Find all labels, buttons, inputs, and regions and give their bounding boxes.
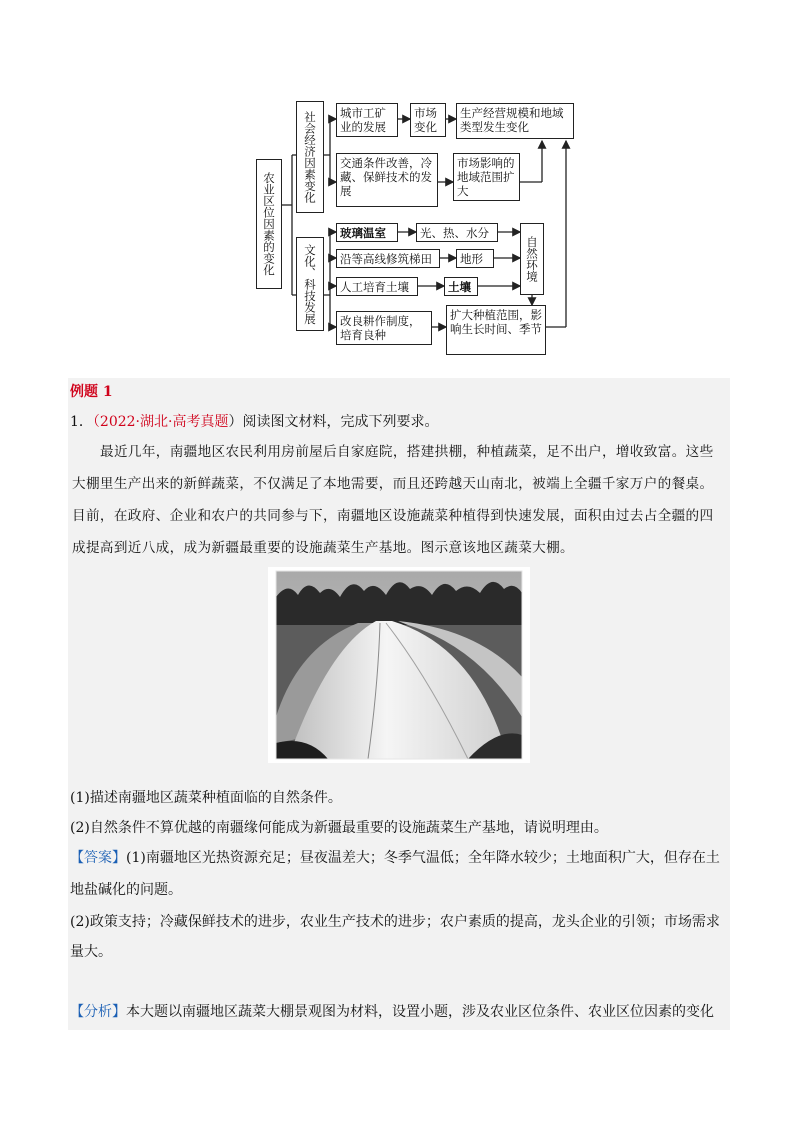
analysis-line bbox=[70, 1002, 714, 1022]
agri-location-diagram bbox=[250, 95, 582, 365]
question-2: (2)自然条件不算优越的南疆缘何能成为新疆最重要的设施蔬菜生产基地，请说明理由。 bbox=[70, 820, 608, 836]
node-natural-environment: 自然环境 bbox=[520, 223, 544, 295]
answer-2-line-1: (2)政策支持；冷藏保鲜技术的进步，农业生产技术的进步；农户素质的提高，龙头企业的引领；市场需求 bbox=[70, 914, 720, 930]
node-expand-range: 扩大种植范围，影响生长时间、季节 bbox=[446, 305, 546, 355]
answer-label: 【答案】 bbox=[70, 850, 126, 866]
root-node: 农业区位因素的变化 bbox=[256, 159, 282, 289]
passage-line-3: 目前，在政府、企业和农户的共同参与下，南疆地区设施蔬菜种植得到快速发展，面积由过去占全疆的四 bbox=[72, 508, 714, 524]
node-market-change: 市场变化 bbox=[410, 103, 446, 137]
branch-socioeconomic: 社会经济因素变化 bbox=[296, 101, 324, 213]
source-open: （ bbox=[92, 414, 100, 430]
branch-culture-tech: 文化、科技发展 bbox=[296, 237, 324, 331]
greenhouse-photo-graphic bbox=[268, 567, 530, 763]
node-soil: 土壤 bbox=[444, 277, 478, 296]
greenhouse-photo bbox=[268, 567, 530, 763]
answer-1-text: (1)南疆地区光热资源充足；昼夜温差大；冬季气温低；全年降水较少；土地面积广大，但存在土 bbox=[126, 850, 720, 866]
answer-2-line-2: 量大。 bbox=[70, 944, 112, 960]
node-terrace: 沿等高线修筑梯田 bbox=[336, 249, 440, 268]
node-farming-reform: 改良耕作制度，培育良种 bbox=[336, 311, 432, 345]
node-scale-change: 生产经营规模和地域类型发生变化 bbox=[456, 103, 574, 139]
question-source: 2022·湖北·高考真题 bbox=[99, 414, 229, 430]
node-city-industry: 城市工矿业的发展 bbox=[336, 103, 398, 137]
question-number: 1． bbox=[70, 414, 93, 430]
question-1: (1)描述南疆地区蔬菜种植面临的自然条件。 bbox=[70, 790, 342, 806]
node-light-heat-water: 光、热、水分 bbox=[416, 223, 498, 242]
node-terrain: 地形 bbox=[456, 249, 494, 268]
question-header bbox=[70, 412, 438, 432]
node-artificial-soil: 人工培育土壤 bbox=[336, 277, 418, 296]
analysis-label: 【分析】 bbox=[70, 1004, 126, 1020]
answer-1-line-2: 地盐碱化的问题。 bbox=[70, 882, 182, 898]
analysis-text: 本大题以南疆地区蔬菜大棚景观图为材料，设置小题，涉及农业区位条件、农业区位因素的变化 bbox=[126, 1004, 714, 1020]
answer-1-line-1 bbox=[70, 848, 720, 868]
passage-line-4: 成提高到近八成，成为新疆最重要的设施蔬菜生产基地。图示意该地区蔬菜大棚。 bbox=[72, 540, 574, 556]
question-instruction: 阅读图文材料，完成下列要求。 bbox=[242, 414, 439, 430]
node-market-range: 市场影响的地域范围扩大 bbox=[453, 153, 520, 201]
example-title: 例题 1 bbox=[70, 384, 113, 400]
source-close: ） bbox=[228, 414, 243, 430]
passage-line-1: 最近几年，南疆地区农民利用房前屋后自家庭院，搭建拱棚，种植蔬菜，足不出户，增收致富。这些 bbox=[100, 444, 714, 460]
node-transport: 交通条件改善，冷藏、保鲜技术的发展 bbox=[336, 153, 438, 207]
node-glass-greenhouse: 玻璃温室 bbox=[336, 223, 398, 242]
passage-line-2: 大棚里生产出来的新鲜蔬菜，不仅满足了本地需要，而且还跨越天山南北，被端上全疆千家万户的餐桌。 bbox=[72, 476, 714, 492]
